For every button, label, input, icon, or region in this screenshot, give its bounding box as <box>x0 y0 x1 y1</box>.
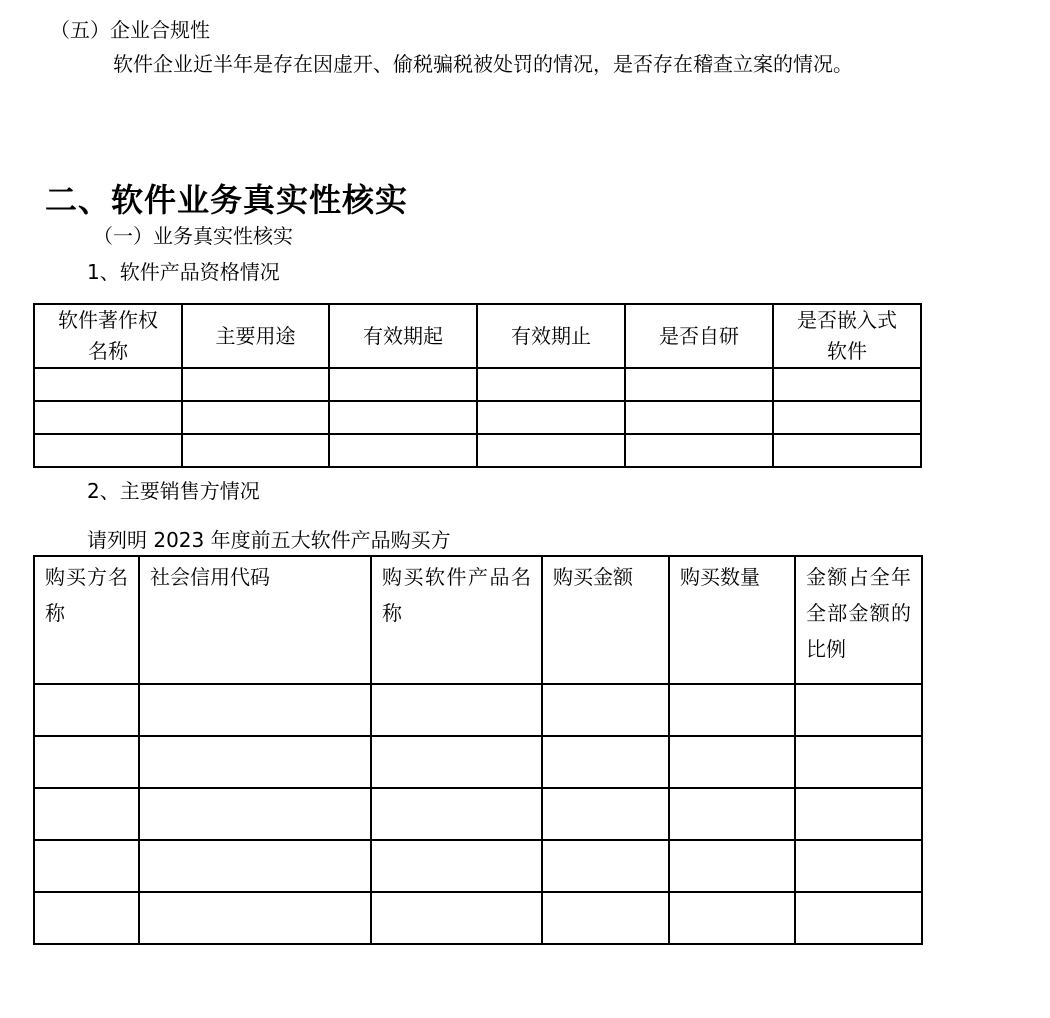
table-cell[interactable] <box>139 892 371 944</box>
table-cell[interactable] <box>371 788 542 840</box>
item-2-heading: 2、主要销售方情况 <box>87 479 260 503</box>
table-row <box>34 892 922 944</box>
compliance-heading: （五）企业合规性 <box>50 18 210 42</box>
table-cell[interactable] <box>139 840 371 892</box>
table-header-row <box>34 556 922 684</box>
table-cell[interactable] <box>371 736 542 788</box>
table-row <box>34 368 921 401</box>
table-cell[interactable] <box>34 401 182 434</box>
header-cell-valid-to: 有效期止 <box>477 304 625 368</box>
table-cell[interactable] <box>477 401 625 434</box>
table-row <box>34 434 921 467</box>
table-cell[interactable] <box>477 434 625 467</box>
header-cell-valid-from: 有效期起 <box>329 304 477 368</box>
table-cell[interactable] <box>34 892 139 944</box>
table-cell[interactable] <box>371 684 542 736</box>
table-cell[interactable] <box>625 368 773 401</box>
table-cell[interactable] <box>542 892 669 944</box>
table-cell[interactable] <box>625 434 773 467</box>
table-cell[interactable] <box>139 736 371 788</box>
table-cell[interactable] <box>542 840 669 892</box>
table-header-row <box>34 304 921 368</box>
table-cell[interactable] <box>669 892 795 944</box>
header-cell-self-developed: 是否自研 <box>625 304 773 368</box>
top-purchasers-table <box>33 555 923 945</box>
item-1-heading: 1、软件产品资格情况 <box>87 260 280 284</box>
table-cell[interactable] <box>542 788 669 840</box>
table-cell[interactable] <box>669 684 795 736</box>
table-cell[interactable] <box>34 788 139 840</box>
header-cell-main-use: 主要用途 <box>182 304 329 368</box>
table-row <box>34 788 922 840</box>
table-cell[interactable] <box>477 368 625 401</box>
table-cell[interactable] <box>795 684 922 736</box>
table-cell[interactable] <box>34 840 139 892</box>
table-cell[interactable] <box>329 401 477 434</box>
table-cell[interactable] <box>773 401 921 434</box>
header-cell-amount-ratio: 金额占全年全部金额的比例 <box>795 556 922 684</box>
header-cell-quantity: 购买数量 <box>669 556 795 684</box>
table-cell[interactable] <box>625 401 773 434</box>
table-cell[interactable] <box>139 788 371 840</box>
table-cell[interactable] <box>34 368 182 401</box>
table-cell[interactable] <box>542 684 669 736</box>
table-cell[interactable] <box>329 368 477 401</box>
header-cell-amount: 购买金额 <box>542 556 669 684</box>
table-cell[interactable] <box>669 736 795 788</box>
table-cell[interactable] <box>669 840 795 892</box>
header-cell-product-name: 购买软件产品名称 <box>371 556 542 684</box>
software-qualification-table <box>33 303 922 468</box>
table-cell[interactable] <box>542 736 669 788</box>
table-cell[interactable] <box>773 434 921 467</box>
table-cell[interactable] <box>34 434 182 467</box>
table-cell[interactable] <box>795 788 922 840</box>
table-cell[interactable] <box>329 434 477 467</box>
header-cell-copyright-name: 软件著作权 名称 <box>34 304 182 368</box>
table-row <box>34 736 922 788</box>
compliance-text: 软件企业近半年是存在因虚开、偷税骗税被处罚的情况，是否存在稽查立案的情况。 <box>113 52 853 76</box>
table-cell[interactable] <box>182 368 329 401</box>
table-cell[interactable] <box>669 788 795 840</box>
section-title: 二、软件业务真实性核实 <box>45 181 409 219</box>
table-cell[interactable] <box>34 684 139 736</box>
table-cell[interactable] <box>795 840 922 892</box>
table-row <box>34 840 922 892</box>
header-cell-embedded: 是否嵌入式 软件 <box>773 304 921 368</box>
table-cell[interactable] <box>182 434 329 467</box>
table-cell[interactable] <box>34 736 139 788</box>
table-cell[interactable] <box>795 892 922 944</box>
table-cell[interactable] <box>795 736 922 788</box>
table-cell[interactable] <box>139 684 371 736</box>
table-row <box>34 684 922 736</box>
subsection-heading: （一）业务真实性核实 <box>93 224 293 248</box>
table-cell[interactable] <box>371 892 542 944</box>
table-row <box>34 401 921 434</box>
header-cell-credit-code: 社会信用代码 <box>139 556 371 684</box>
header-cell-buyer-name: 购买方名称 <box>34 556 139 684</box>
table-cell[interactable] <box>182 401 329 434</box>
table-cell[interactable] <box>773 368 921 401</box>
purchaser-note: 请列明 2023 年度前五大软件产品购买方 <box>87 528 451 552</box>
table-cell[interactable] <box>371 840 542 892</box>
